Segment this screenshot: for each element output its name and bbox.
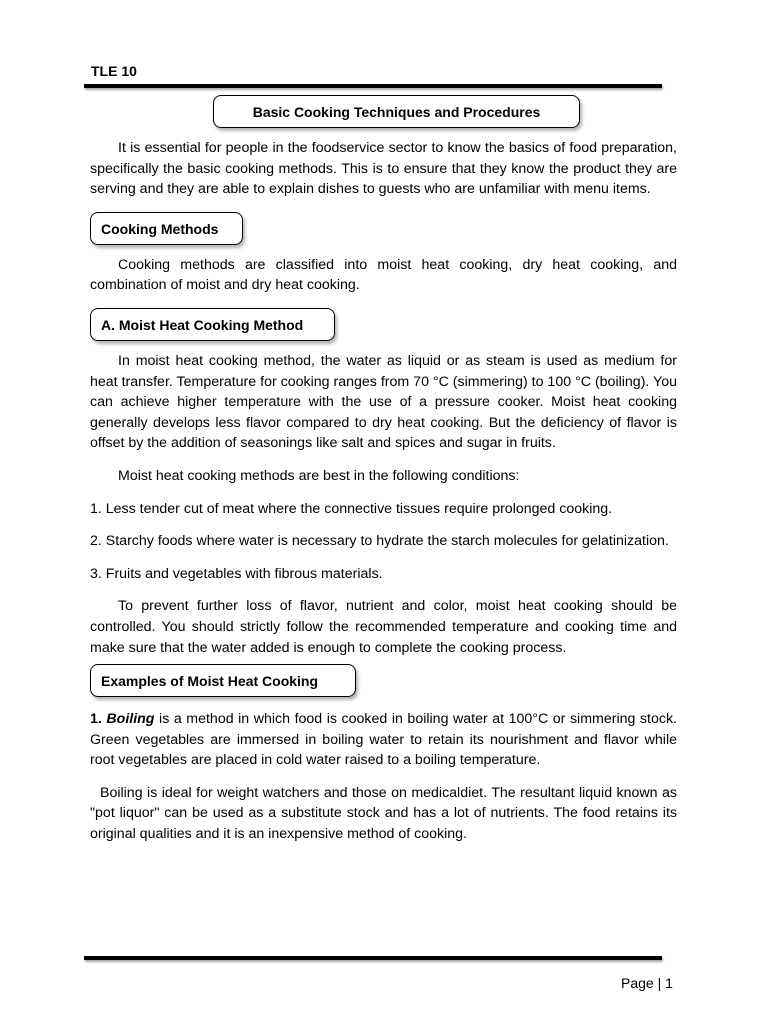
conditions-intro: Moist heat cooking methods are best in the following conditions:: [118, 467, 520, 484]
page-number: Page | 1: [621, 975, 673, 991]
moist-heat-heading: A. Moist Heat Cooking Method: [90, 308, 335, 341]
control-paragraph: To prevent further loss of flavor, nutrient and color, moist heat cooking should be controlled. You should strictly follow the recommended temperature and cooking time and make sure that the water added is enough to complete the cooking process.: [90, 598, 677, 656]
examples-heading: Examples of Moist Heat Cooking: [90, 664, 356, 697]
boiling-number: 1.: [90, 711, 102, 728]
footer-rule: [84, 956, 662, 960]
condition-item-2: 2. Starchy foods where water is necessary to hydrate the starch molecules for gelatinization.: [90, 533, 669, 550]
cooking-methods-heading: Cooking Methods: [90, 212, 243, 245]
condition-item-3: 3. Fruits and vegetables with fibrous materials.: [90, 565, 383, 582]
boiling-paragraph-2: Boiling is ideal for weight watchers and those on medicaldiet. The resultant liquid known as "pot liquor" can be used as a substitute stock and has a lot of nutrients. The food retains its original qualities and it is an inexpensive method of cooking.: [90, 784, 677, 843]
boiling-text: is a method in which food is cooked in boiling water at 100°C or simmering stock. Green vegetables are immersed in boiling water to retain its nourishment and flavor while root vegetables are placed in cold water raised to a boiling temperature.: [90, 711, 677, 769]
header-label: TLE 10: [91, 63, 137, 79]
boiling-term: Boiling: [106, 711, 155, 728]
document-body: [90, 95, 677, 845]
document-title: Basic Cooking Techniques and Procedures: [213, 95, 580, 128]
condition-item-1: 1. Less tender cut of meat where the connective tissues require prolonged cooking.: [90, 500, 613, 517]
moist-heat-paragraph: In moist heat cooking method, the water as liquid or as steam is used as medium for heat transfer. Temperature for cooking ranges from 70 °C (simmering) to 100 °C (boiling). You can achieve higher temperature with the use of a pressure cooker. Moist heat cooking generally develops less flavor compared to dry heat cooking. But the deficiency of flavor is offset by the addition of seasonings like salt and spices and sugar in fruits.: [90, 352, 677, 452]
intro-paragraph: It is essential for people in the foodservice sector to know the basics of food preparation, specifically the basic cooking methods. This is to ensure that they know the product they are serving and they are able to explain dishes to guests who are unfamiliar with menu items.: [90, 140, 677, 198]
header-rule: [84, 84, 662, 88]
cooking-methods-paragraph: Cooking methods are classified into moist heat cooking, dry heat cooking, and combination of moist and dry heat cooking.: [90, 256, 677, 294]
boiling-paragraph: [90, 709, 677, 771]
